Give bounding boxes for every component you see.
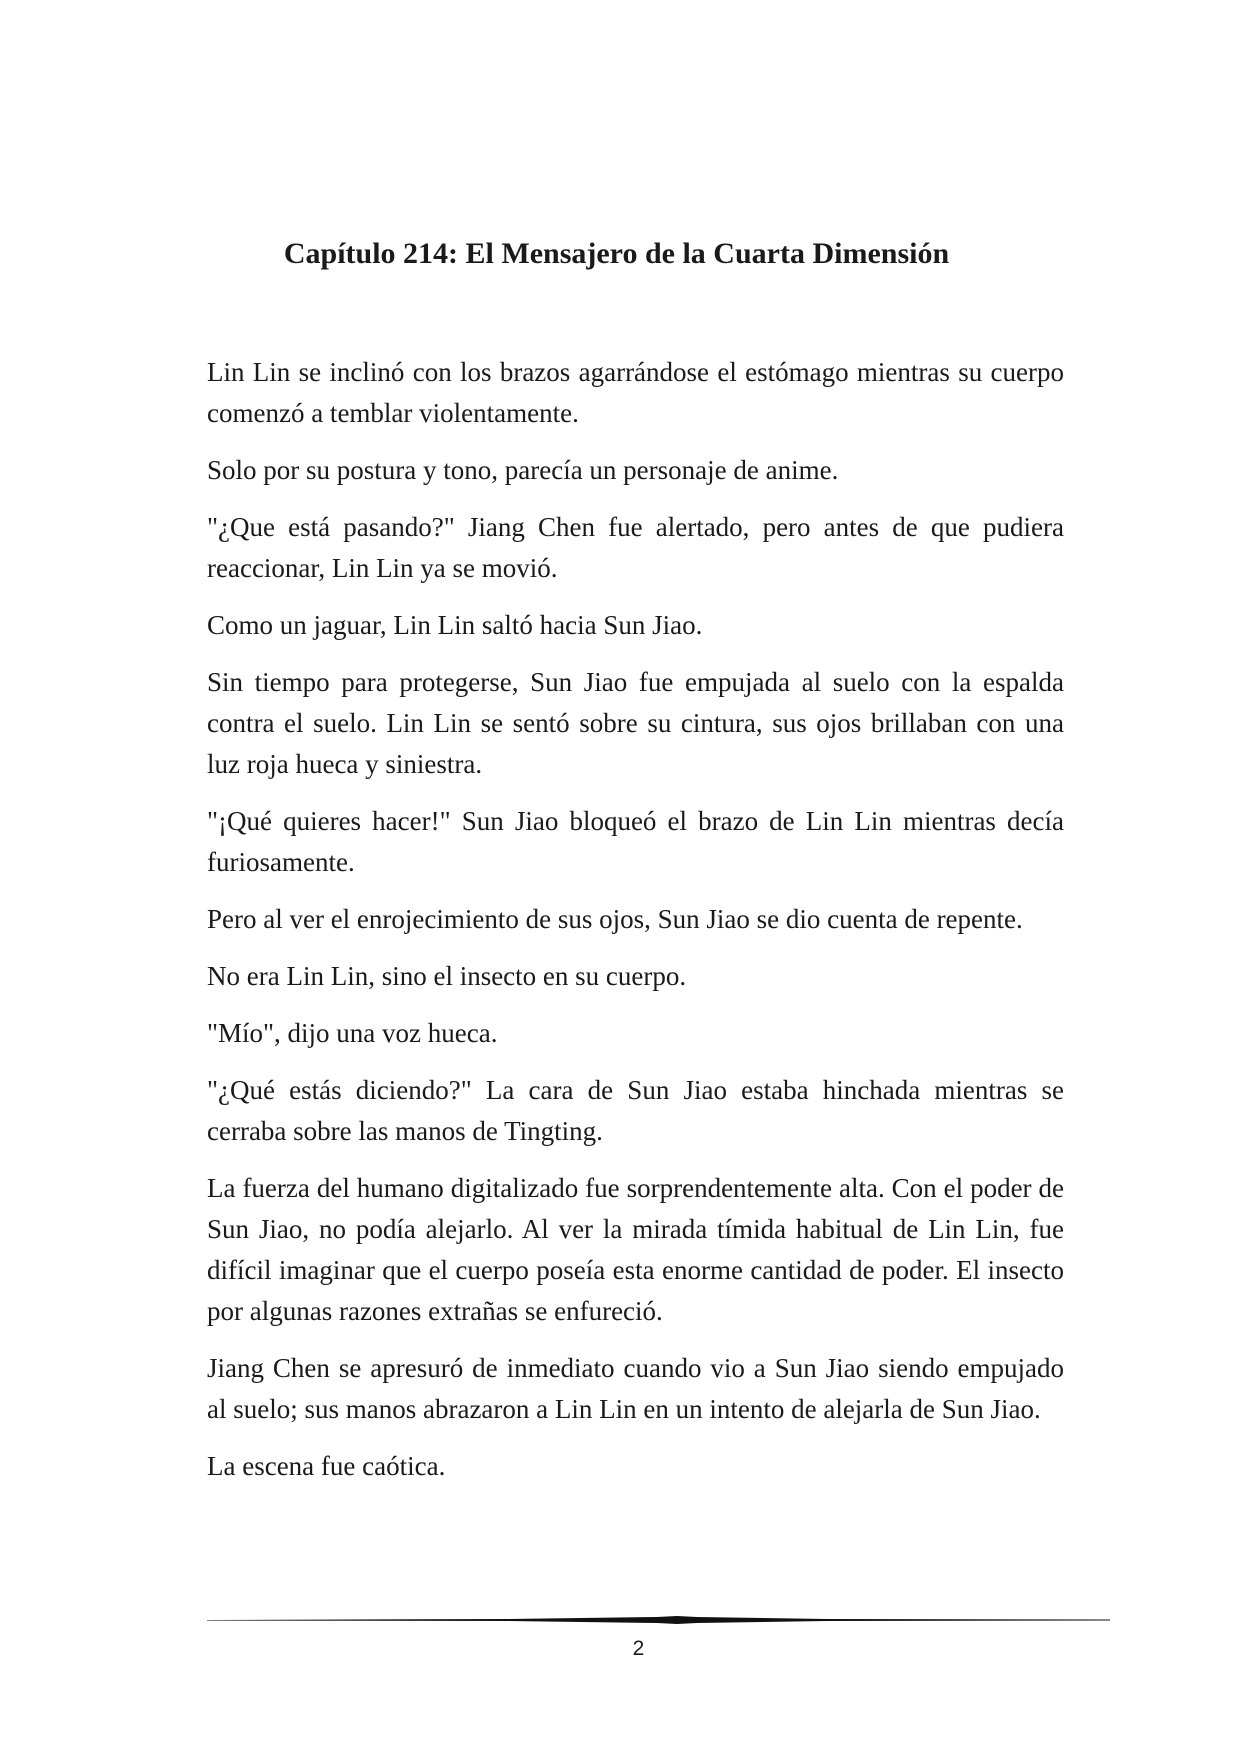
body-text <box>207 352 1064 1503</box>
paragraph: "¿Qué estás diciendo?" La cara de Sun Jiao estaba hinchada mientras se cerraba sobre las manos de Tingting. <box>207 1075 1064 1146</box>
paragraph: "¿Que está pasando?" Jiang Chen fue alertado, pero antes de que pudiera reaccionar, Lin Lin ya se movió. <box>207 512 1064 583</box>
paragraph: Jiang Chen se apresuró de inmediato cuando vio a Sun Jiao siendo empujado al suelo; sus manos abrazaron a Lin Lin en un intento de alejarla de Sun Jiao. <box>207 1353 1064 1424</box>
footer-divider <box>207 1616 1110 1624</box>
paragraph: No era Lin Lin, sino el insecto en su cuerpo. <box>207 961 687 991</box>
paragraph: Sin tiempo para protegerse, Sun Jiao fue empujada al suelo con la espalda contra el suelo. Lin Lin se sentó sobre su cintura, sus ojos brillaban con una luz roja hueca y siniestra. <box>207 667 1064 779</box>
paragraph: "Mío", dijo una voz hueca. <box>207 1018 498 1048</box>
paragraph: Lin Lin se inclinó con los brazos agarrándose el estómago mientras su cuerpo comenzó a temblar violentamente. <box>207 357 1064 428</box>
paragraph: La escena fue caótica. <box>207 1451 446 1481</box>
paragraph: Como un jaguar, Lin Lin saltó hacia Sun Jiao. <box>207 610 703 640</box>
paragraph: Solo por su postura y tono, parecía un personaje de anime. <box>207 455 839 485</box>
paragraph: Pero al ver el enrojecimiento de sus ojos, Sun Jiao se dio cuenta de repente. <box>207 904 1023 934</box>
page-number: 2 <box>632 1637 645 1660</box>
paragraph: La fuerza del humano digitalizado fue sorprendentemente alta. Con el poder de Sun Jiao, no podía alejarlo. Al ver la mirada tímida habitual de Lin Lin, fue difícil imaginar que el cuerpo poseía esta enorme cantidad de poder. El insecto por algunas razones extrañas se enfureció. <box>207 1173 1064 1326</box>
chapter-title: Capítulo 214: El Mensajero de la Cuarta Dimensión <box>283 237 950 270</box>
paragraph: "¡Qué quieres hacer!" Sun Jiao bloqueó el brazo de Lin Lin mientras decía furiosamente. <box>207 806 1064 877</box>
